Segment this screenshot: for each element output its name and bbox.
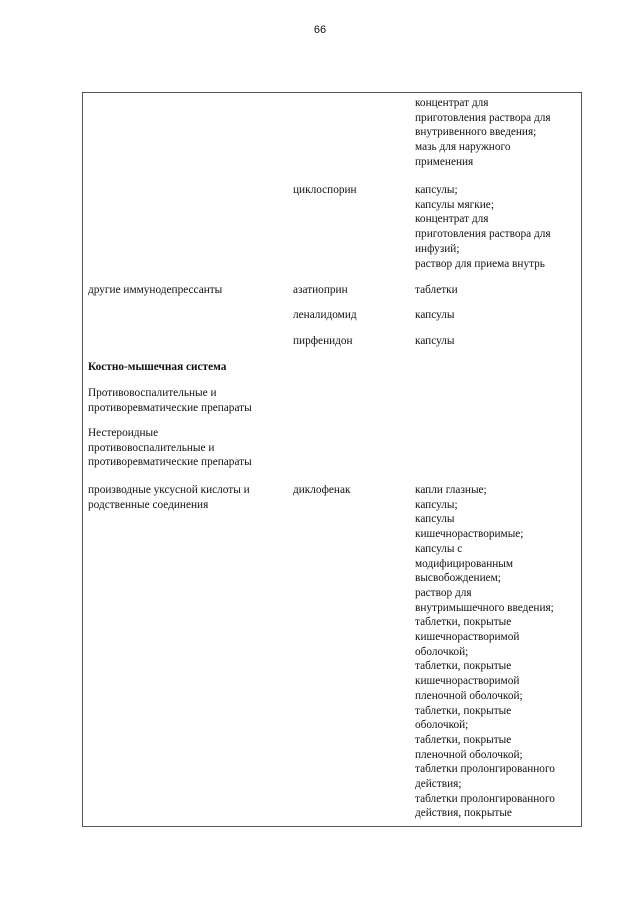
dosage-form: внутримышечного введения;	[415, 601, 554, 614]
dosage-forms-cell	[415, 183, 581, 271]
subgroup-line: противовоспалительные и	[88, 441, 215, 454]
dosage-form: оболочкой;	[415, 719, 469, 732]
subgroup-title	[88, 386, 288, 415]
dosage-form: модифицированным	[415, 557, 514, 570]
dosage-form: кишечнорастворимые;	[415, 528, 524, 541]
subgroup-line: противоревматические препараты	[88, 401, 252, 414]
dosage-form: капсулы	[415, 513, 455, 526]
dosage-form: таблетки, покрытые	[415, 704, 512, 717]
dosage-form: капли глазные;	[415, 484, 487, 496]
dosage-form: таблетки	[415, 284, 458, 296]
drug-name: азатиоприн	[293, 284, 348, 296]
dosage-form: внутривенного введения;	[415, 126, 537, 139]
drug-table	[82, 92, 582, 827]
subgroup-line: противоревматические препараты	[88, 456, 252, 469]
drug-name: циклоспорин	[293, 184, 357, 196]
dosage-form: капсулы;	[415, 184, 458, 196]
drug-name: леналидомид	[293, 309, 357, 321]
dosage-forms-cell	[415, 96, 581, 170]
dosage-form: капсулы с	[415, 542, 463, 555]
section-title: Костно-мышечная система	[88, 361, 227, 373]
dosage-form: мазь для наружного	[415, 141, 511, 154]
dosage-form: капсулы;	[415, 498, 458, 511]
subgroup-line: Нестероидные	[88, 427, 159, 439]
group-name	[88, 483, 288, 512]
dosage-form: приготовления раствора для	[415, 228, 551, 241]
group-line: производные уксусной кислоты и	[88, 484, 250, 496]
dosage-form: капсулы	[415, 335, 455, 347]
dosage-form: таблетки, покрытые	[415, 733, 512, 746]
subgroup-line: Противовоспалительные и	[88, 387, 217, 399]
dosage-form: применения	[415, 155, 474, 168]
dosage-form: оболочкой;	[415, 645, 469, 658]
dosage-form: таблетки пролонгированного	[415, 792, 555, 805]
dosage-form: концентрат для	[415, 213, 489, 226]
dosage-form: таблетки, покрытые	[415, 660, 512, 673]
page-number: 66	[313, 24, 327, 36]
drug-name: пирфенидон	[293, 335, 353, 347]
dosage-form: капсулы мягкие;	[415, 198, 494, 211]
dosage-form: кишечнорастворимой	[415, 631, 520, 644]
dosage-form: таблетки пролонгированного	[415, 763, 555, 776]
dosage-form: действия;	[415, 778, 462, 791]
drug-name: диклофенак	[293, 484, 351, 496]
dosage-form: раствор для	[415, 586, 472, 599]
dosage-form: действия, покрытые	[415, 807, 512, 820]
dosage-form: инфузий;	[415, 242, 460, 255]
dosage-forms-cell	[415, 483, 581, 821]
dosage-form: высвобождением;	[415, 572, 501, 585]
dosage-form: таблетки, покрытые	[415, 616, 512, 629]
dosage-form: пленочной оболочкой;	[415, 748, 523, 761]
dosage-form: капсулы	[415, 309, 455, 321]
dosage-form: концентрат для	[415, 97, 489, 109]
dosage-form: приготовления раствора для	[415, 111, 551, 124]
subgroup-title	[88, 426, 288, 470]
group-name: другие иммунодепрессанты	[88, 284, 223, 296]
dosage-form: раствор для приема внутрь	[415, 257, 545, 270]
group-line: родственные соединения	[88, 498, 209, 511]
dosage-form: пленочной оболочкой;	[415, 689, 523, 702]
dosage-form: кишечнорастворимой	[415, 675, 520, 688]
